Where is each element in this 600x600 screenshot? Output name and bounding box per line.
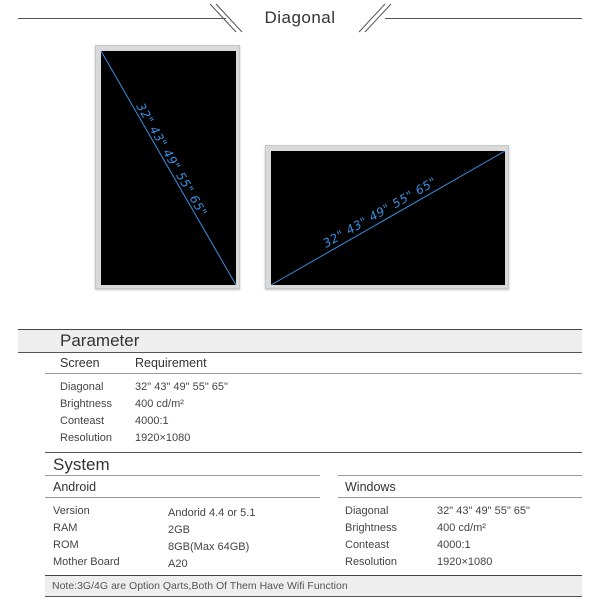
header-slash-right: [355, 2, 395, 36]
parameter-rule: [18, 352, 582, 353]
windows-row-value: 1920×1080: [437, 556, 493, 568]
windows-row-value: 400 cd/m²: [437, 522, 486, 534]
windows-row-label: Conteast: [345, 539, 390, 551]
landscape-diagonal: [266, 146, 510, 290]
android-row-label: Version: [53, 505, 90, 517]
windows-row-label: Brightness: [345, 522, 397, 534]
parameter-head-rule: [45, 373, 582, 374]
param-row-label: Brightness: [60, 398, 112, 410]
param-row-value: 32" 43" 49" 55" 65": [135, 381, 228, 393]
windows-head-rule: [338, 497, 582, 498]
param-row-value: 4000:1: [135, 415, 169, 427]
android-row-label: ROM: [53, 539, 79, 551]
note-text: Note:3G/4G are Option Qarts,Both Of Them Have Wifi Function: [52, 580, 348, 592]
param-row-label: Diagonal: [60, 381, 104, 393]
portrait-monitor: [95, 45, 240, 289]
system-title: System: [53, 455, 110, 474]
header-rule-right: [385, 18, 582, 19]
windows-top-rule: [338, 475, 582, 476]
landscape-monitor: [265, 145, 509, 289]
android-row-value: 8GB(Max 64GB): [168, 541, 250, 553]
header-title: Diagonal: [264, 8, 336, 27]
system-top-rule: [45, 452, 582, 453]
portrait-diagonal: [96, 46, 241, 290]
portrait-diagonal-label: 32" 43" 49" 55" 65": [133, 100, 210, 219]
android-row-value: A20: [168, 558, 188, 570]
android-row-label: RAM: [53, 522, 78, 534]
system-title-rule: [45, 475, 320, 476]
col-requirement: Requirement: [135, 356, 207, 370]
param-row-label: Conteast: [60, 415, 105, 427]
windows-row-value: 4000:1: [437, 539, 471, 551]
windows-row-label: Resolution: [345, 556, 397, 568]
param-row-value: 1920×1080: [135, 432, 191, 444]
android-head-rule: [45, 497, 320, 498]
windows-row-value: 32" 43" 49" 55" 65": [437, 505, 530, 517]
android-row-label: Mother Board: [53, 556, 120, 568]
windows-heading: Windows: [345, 480, 396, 494]
landscape-diagonal-label: 32" 43" 49" 55" 65": [320, 174, 440, 251]
parameter-title: Parameter: [60, 331, 140, 350]
col-screen: Screen: [60, 356, 100, 370]
android-heading: Android: [53, 480, 97, 494]
param-row-label: Resolution: [60, 432, 112, 444]
android-row-value: 2GB: [168, 524, 191, 536]
param-row-value: 400 cd/m²: [135, 398, 184, 410]
windows-row-label: Diagonal: [345, 505, 389, 517]
android-row-value: Andorid 4.4 or 5.1: [168, 507, 256, 519]
